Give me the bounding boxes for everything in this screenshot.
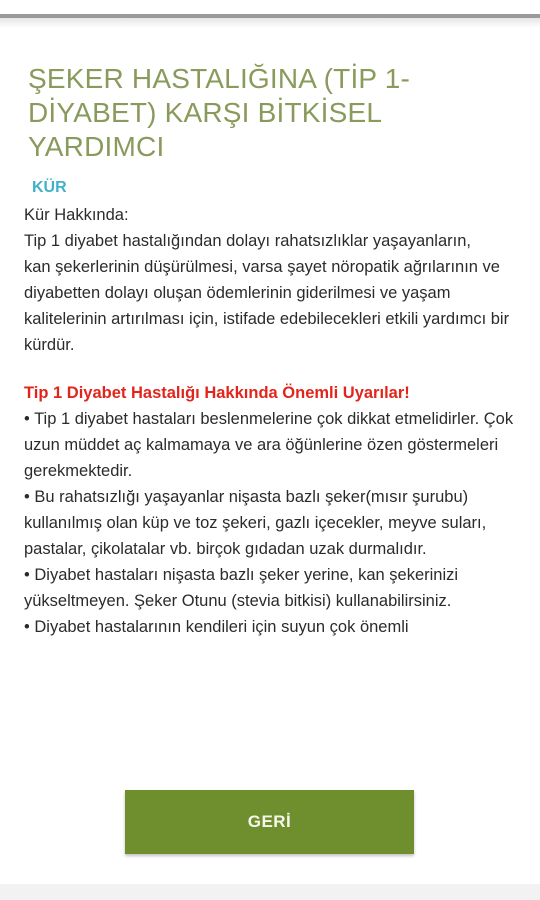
intro-heading: Kür Hakkında: [24,206,129,224]
list-item: • Bu rahatsızlığı yaşayanlar nişasta bazlı şeker(mısır şurubu) kullanılmış olan küp ve toz şekeri, gazlı içecekler, meyve suları, pastalar, çikolatalar vb. birçok gıdadan uzak durmalıdır. [24,488,487,558]
list-item: • Tip 1 diyabet hastaları beslenmelerine çok dikkat etmelidirler. Çok uzun müddet aç kalmamaya ve ara öğünlerine özen göstermeleri gerekmektedir. [24,410,514,480]
page-title: ŞEKER HASTALIĞINA (TİP 1-DİYABET) KARŞI BİTKİSEL YARDIMCI [28,63,411,162]
list-item: • Diyabet hastalarının kendileri için suyun çok önemli [24,618,409,636]
top-shadow [0,18,540,28]
section-subtitle: KÜR [32,179,67,196]
intro-paragraph: kan şekerlerinin düşürülmesi, varsa şayet nöropatik ağrılarının ve diyabetten dolayı oluşan ödemlerinin giderilmesi ve yaşam kalitelerinin artırılması için, istifade edebilecekleri etkili yardımcı bir kürdür. [24,258,510,354]
intro-line: Tip 1 diyabet hastalığından dolayı rahatsızlıklar yaşayanların, [24,232,471,250]
back-button[interactable]: GERİ [125,790,414,854]
warning-heading: Tip 1 Diyabet Hastalığı Hakkında Önemli Uyarılar! [24,384,410,402]
list-item: • Diyabet hastaları nişasta bazlı şeker yerine, kan şekerinizi yükseltmeyen. Şeker Otunu (stevia bitkisi) kullanabilirsiniz. [24,566,459,610]
article-scroll-area[interactable] [24,62,516,752]
bottom-band [0,884,540,900]
